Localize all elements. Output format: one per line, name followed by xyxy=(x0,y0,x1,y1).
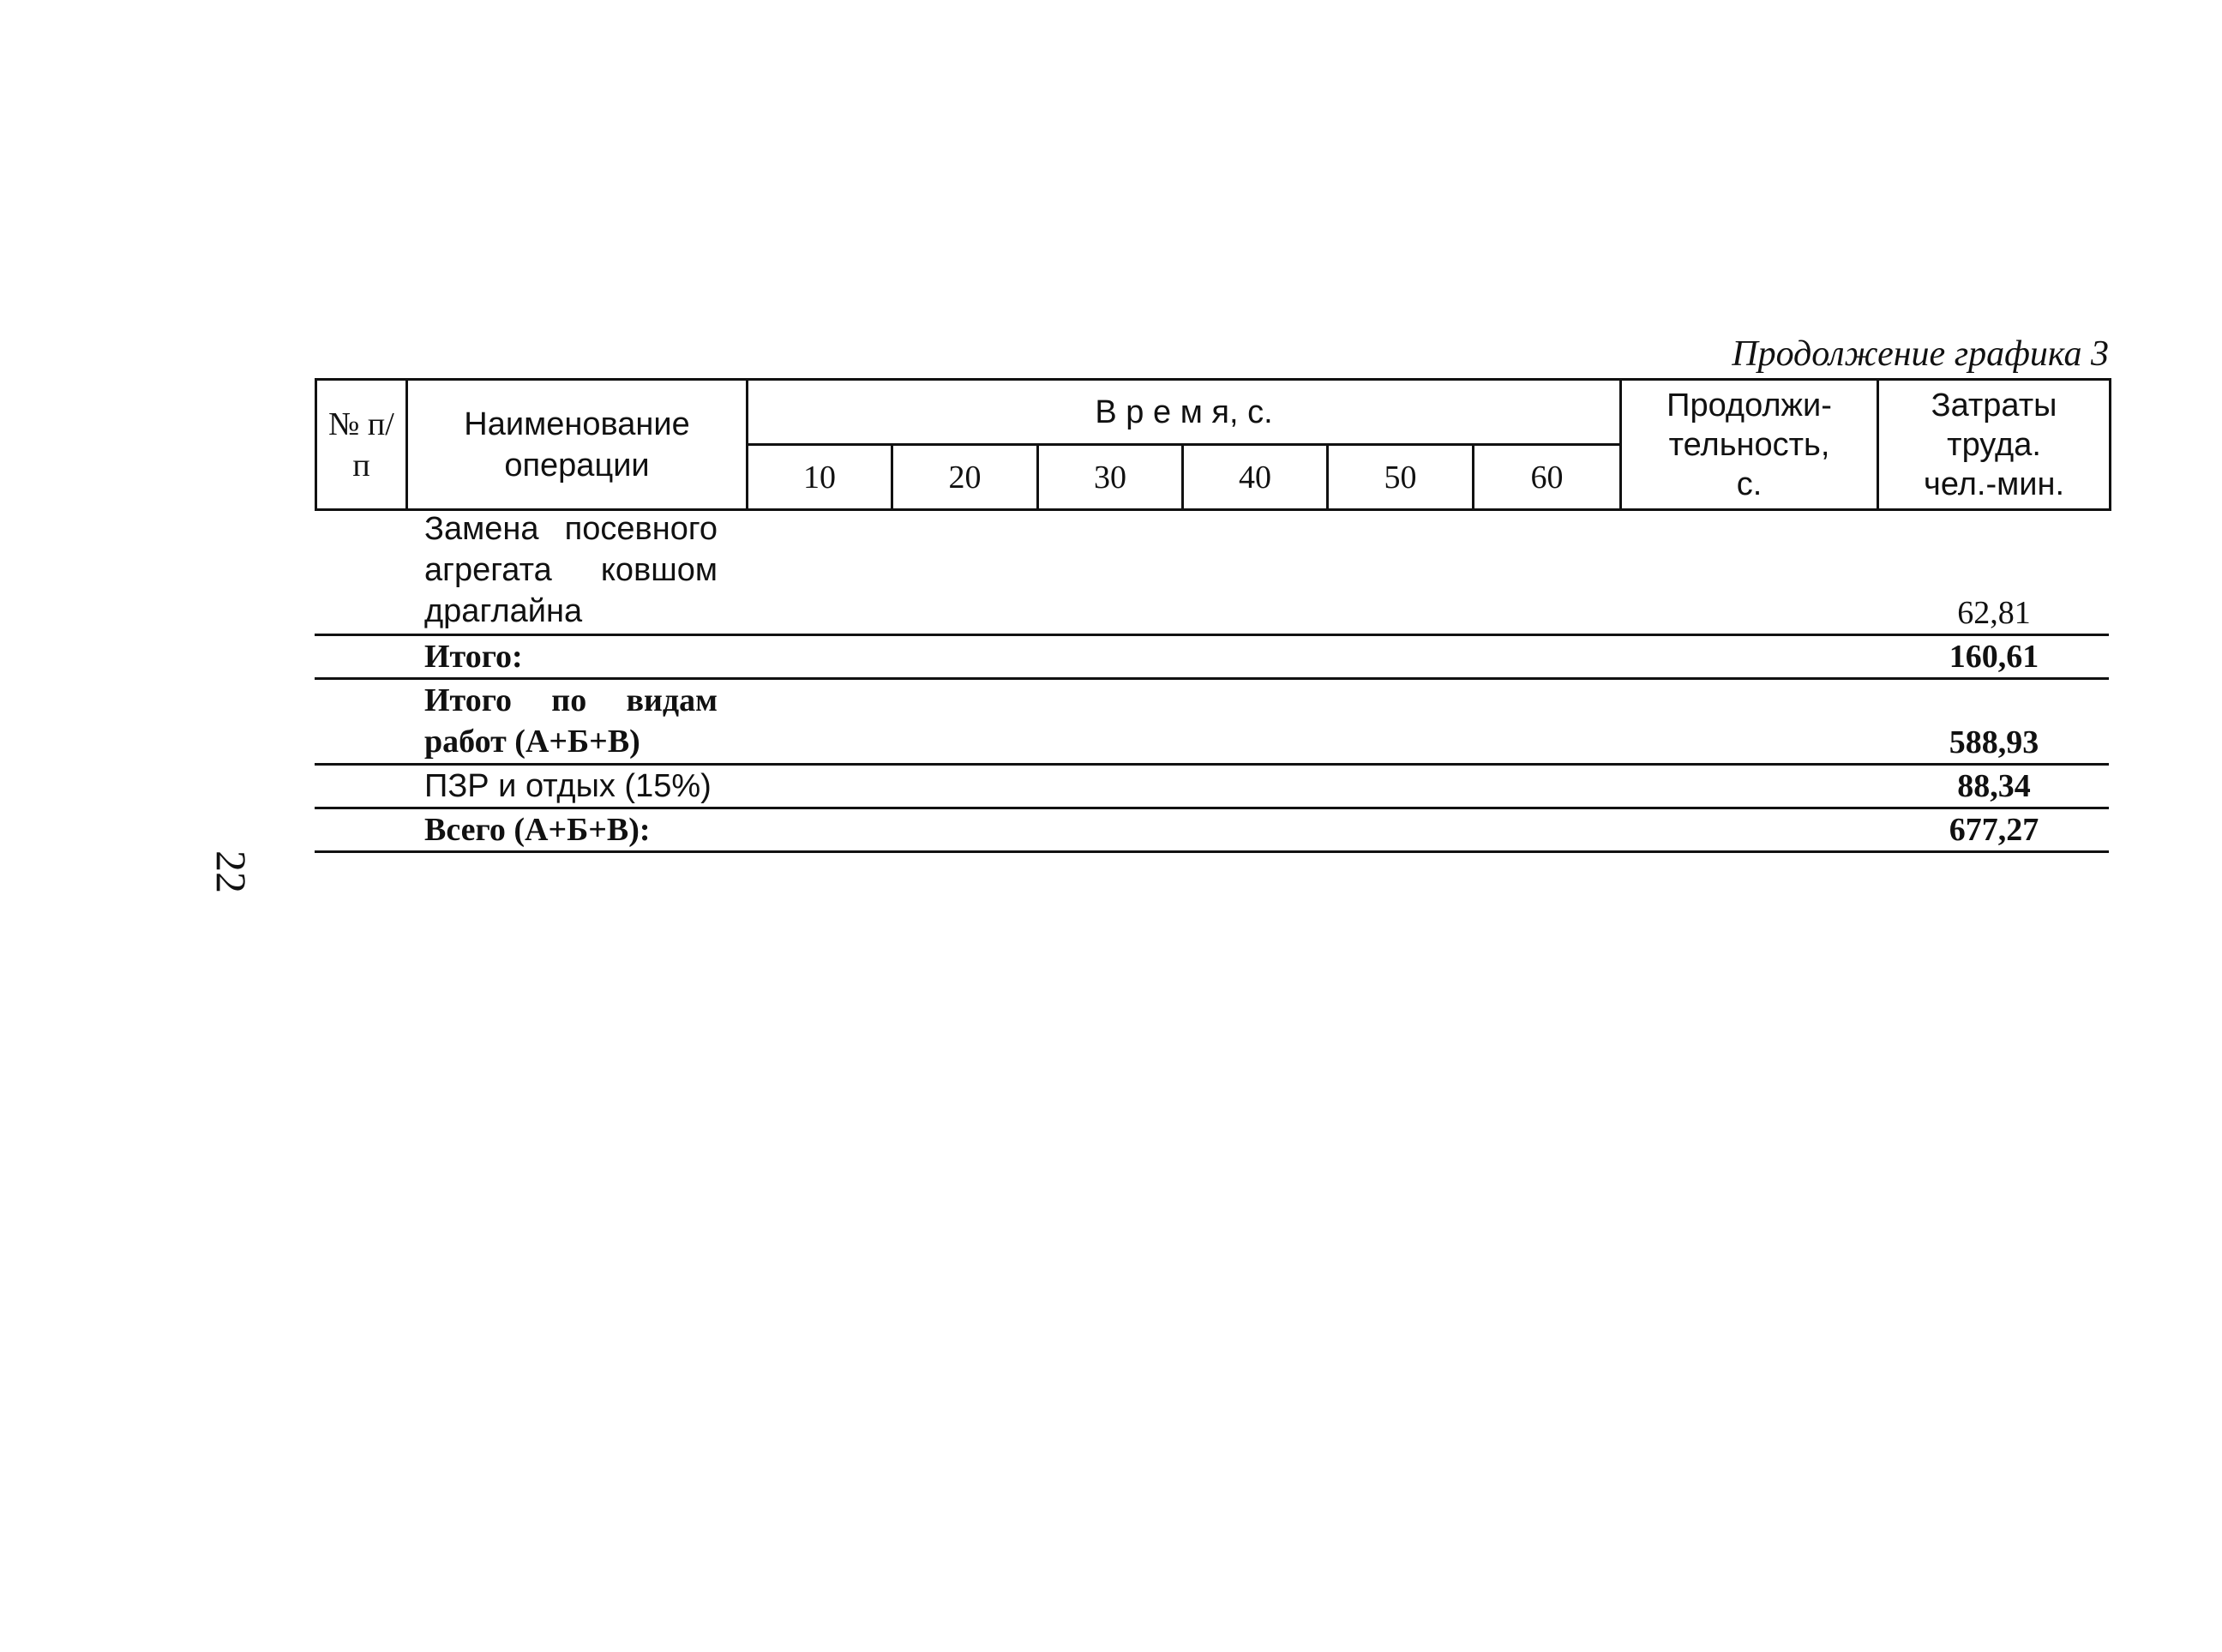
row-value: 677,27 xyxy=(1949,812,2039,848)
row-value: 88,34 xyxy=(1957,768,2031,804)
header-duration-col: Продолжи-тельность, с. xyxy=(1621,380,1878,510)
row-name: Замена посевного агрегата ковшом драглайна xyxy=(424,511,718,629)
table-row xyxy=(315,508,2109,636)
time-tick: 40 xyxy=(1183,445,1328,510)
row-name: Всего (А+Б+В): xyxy=(424,812,651,848)
page-number: 22 xyxy=(207,850,255,893)
row-name: ПЗР и отдых (15%) xyxy=(424,768,712,804)
time-tick: 10 xyxy=(748,445,892,510)
table-row xyxy=(315,766,2109,809)
row-name: Итого по видам работ (А+Б+В) xyxy=(424,682,718,760)
time-tick: 20 xyxy=(892,445,1038,510)
row-value: 62,81 xyxy=(1957,595,2031,631)
header-num-col: № п/п xyxy=(316,380,407,510)
row-value: 588,93 xyxy=(1949,724,2039,760)
header-labor-col: Затраты труда. чел.-мин. xyxy=(1878,380,2111,510)
table-row xyxy=(315,809,2109,853)
table-body xyxy=(315,508,2109,853)
row-value: 160,61 xyxy=(1949,639,2039,675)
table-row xyxy=(315,636,2109,680)
header-time-group: В р е м я, с. xyxy=(748,380,1621,445)
table-header xyxy=(315,378,2111,511)
row-name: Итого: xyxy=(424,639,523,675)
header-name-col: Наименование операции xyxy=(407,380,748,510)
table-caption: Продолжение графика 3 xyxy=(1732,334,2109,374)
time-tick: 30 xyxy=(1038,445,1183,510)
time-tick: 60 xyxy=(1474,445,1621,510)
time-tick: 50 xyxy=(1328,445,1474,510)
table-row xyxy=(315,680,2109,766)
